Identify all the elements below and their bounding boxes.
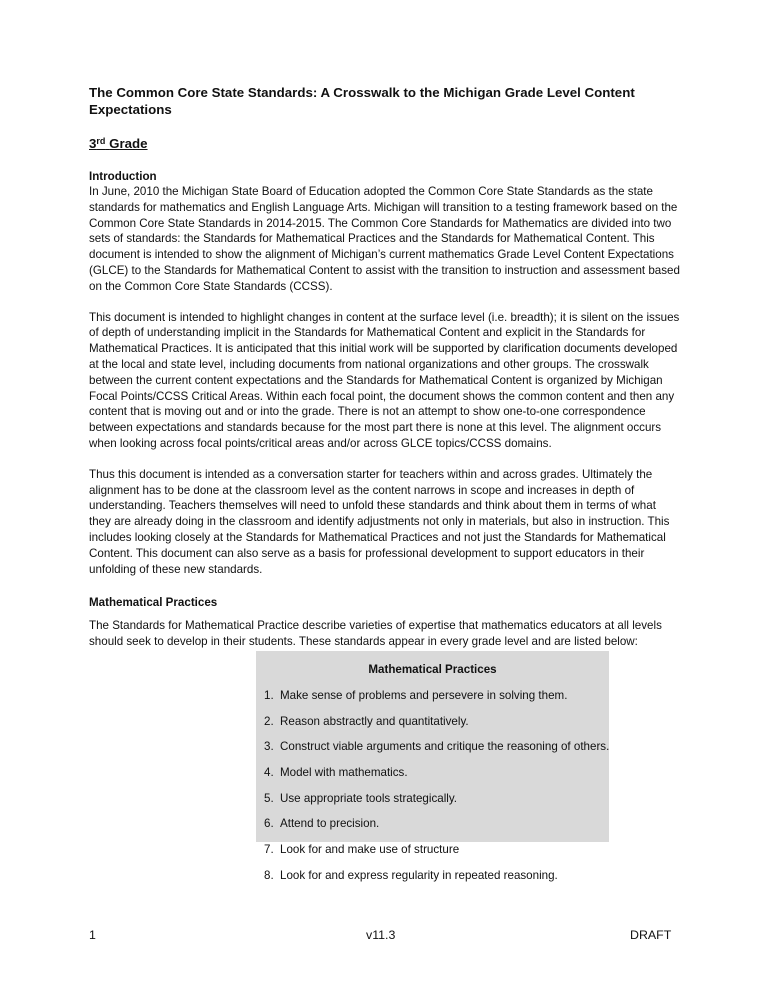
practice-item <box>264 843 609 869</box>
practice-number: 4. <box>264 766 274 780</box>
practice-number: 3. <box>264 740 274 754</box>
practice-text: Look for and make use of structure <box>280 843 460 857</box>
practice-number: 6. <box>264 817 274 831</box>
grade-number: 3 <box>89 136 97 151</box>
footer-page-number: 1 <box>89 928 96 942</box>
practice-text: Look for and express regularity in repeated reasoning. <box>280 868 558 882</box>
practices-box <box>256 651 610 882</box>
practice-item <box>264 817 609 843</box>
practices-list <box>264 689 609 895</box>
practice-item <box>264 792 609 818</box>
practice-text: Attend to precision. <box>280 817 380 831</box>
practice-text: Use appropriate tools strategically. <box>280 791 457 805</box>
grade-label: Grade <box>109 136 148 151</box>
practice-number: 2. <box>264 714 274 728</box>
practice-number: 5. <box>264 791 274 805</box>
introduction-heading: Introduction <box>89 170 157 183</box>
practice-item <box>264 740 609 766</box>
footer-status: DRAFT <box>630 928 672 942</box>
grade-heading <box>89 135 681 153</box>
document-title: The Common Core State Standards: A Crosswalk to the Michigan Grade Level Content Expectations <box>89 85 635 117</box>
practices-heading: Mathematical Practices <box>89 596 218 610</box>
document-content <box>89 84 681 650</box>
practice-text: Model with mathematics. <box>280 766 408 780</box>
practice-item <box>264 689 609 715</box>
intro-paragraph-1: In June, 2010 the Michigan State Board of Education adopted the Common Core State Standards as the state standards for mathematics and English Language Arts. Michigan will transition to a testing framework based on the Common Core State Standards in 2014-2015. The Common Core Standards for Mathematics are divided into two sets of standards: the Standards for Mathematical Practices and the Standards for Mathematical Content. This document is intended to show the alignment of Michigan’s current mathematics Grade Level Content Expectations (GLCE) to the Standards for Mathematical Content to assist with the transition to instruction and assessment based on the Common Core State Standards (CCSS). <box>89 185 680 293</box>
intro-paragraph-3: Thus this document is intended as a conversation starter for teachers within and across grades. Ultimately the alignment has to be done at the classroom level as the content narrows in scope and increases in depth of understanding. Teachers themselves will need to unfold these standards and think about them in terms of what they are already doing in the classroom and identify adjustments not only in materials, but also in instruction. This includes looking closely at the Standards for Mathematical Practices and not just the Standards for Mathematical Content. This document can also serve as a basis for professional development to support educators in their unfolding of these new standards. <box>89 467 670 576</box>
practice-item <box>264 766 609 792</box>
practice-text: Make sense of problems and persevere in solving them. <box>280 689 568 702</box>
practice-number: 7. <box>264 843 274 857</box>
practice-number: 8. <box>264 868 274 882</box>
practices-box-title: Mathematical Practices <box>368 663 497 676</box>
practice-text: Reason abstractly and quantitatively. <box>280 714 469 728</box>
grade-suffix: rd <box>96 136 106 146</box>
practices-intro: The Standards for Mathematical Practice describe varieties of expertise that mathematics educators at all levels should seek to develop in their students. These standards appear in every grade level and are listed below: <box>89 619 662 649</box>
intro-paragraph-2: This document is intended to highlight changes in content at the surface level (i.e. breadth); it is silent on the issues of depth of understanding implicit in the Standards for Mathematical Content and explicit in the Standards for Mathematical Practices. It is anticipated that this initial work will be supported by clarification documents developed at the local and state level, including documents from national organizations and other groups. The crosswalk between the current content expectations and the Standards for Mathematical Content is organized by Michigan Focal Points/CCSS Critical Areas. Within each focal point, the document shows the common content and then any content that is moving out and or into the grade. There is not an attempt to show one-to-one correspondence between expectations and standards because for the most part there is none at this level. The alignment occurs when looking across focal points/critical areas and/or across GLCE topics/CCSS domains. <box>89 310 680 450</box>
practice-number: 1. <box>264 689 274 702</box>
footer-version: v11.3 <box>366 928 396 942</box>
practice-item <box>264 715 609 741</box>
practice-text: Construct viable arguments and critique the reasoning of others. <box>280 740 610 754</box>
practice-item <box>264 869 609 895</box>
